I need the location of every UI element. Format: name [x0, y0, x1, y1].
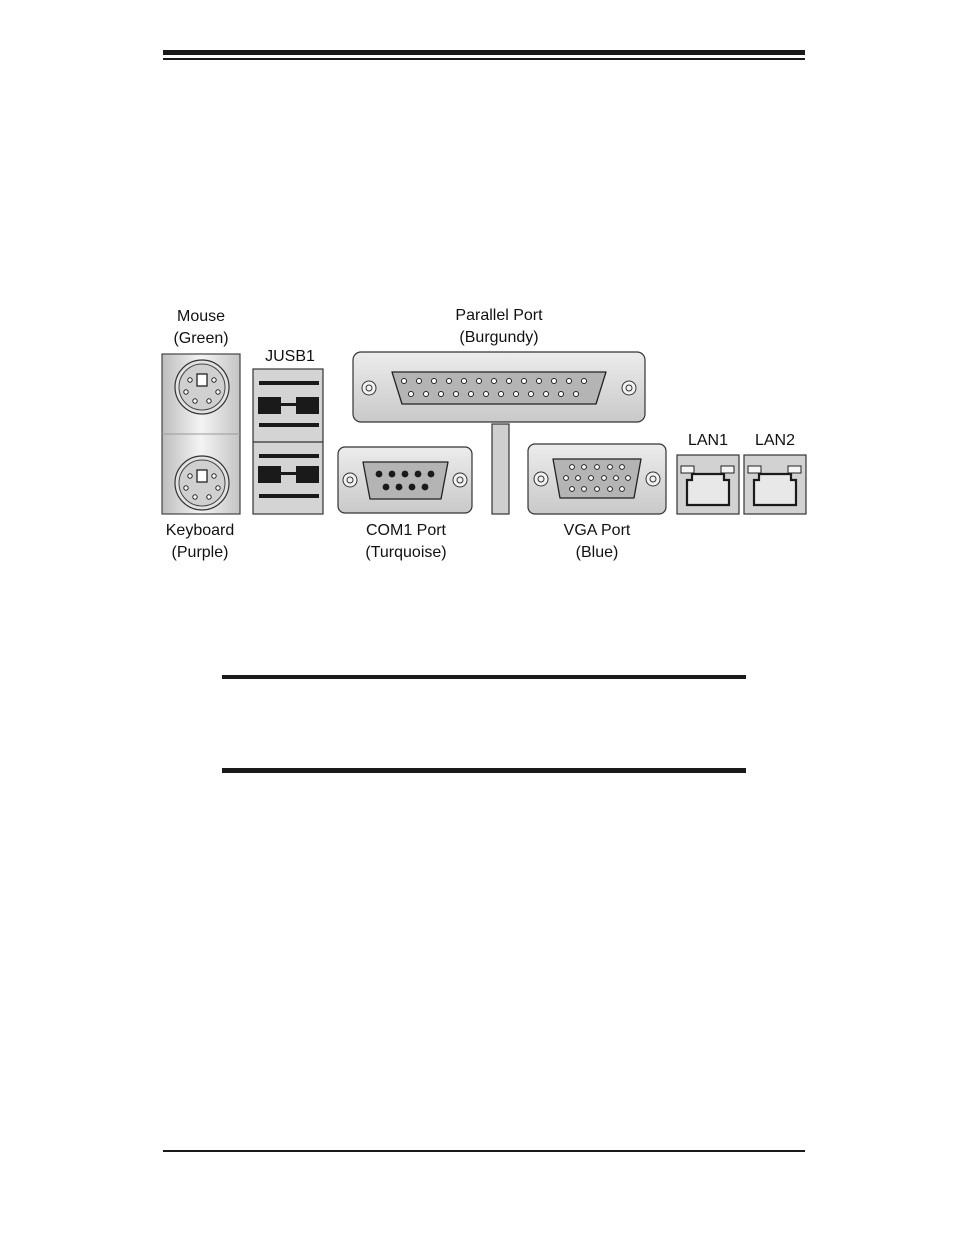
- keyboard-label-name: Keyboard: [165, 522, 235, 539]
- com1-label-name: COM1 Port: [365, 522, 446, 539]
- mouse-label-name: Mouse: [176, 308, 226, 325]
- vga-label-color: (Blue): [575, 544, 619, 561]
- lan1-label-name: LAN1: [687, 432, 729, 449]
- com1-label-color: (Turquoise): [365, 544, 447, 561]
- keyboard-port-icon: [175, 456, 229, 510]
- vga-label-name: VGA Port: [563, 522, 631, 539]
- lan2-label-name: LAN2: [754, 432, 796, 449]
- vga-label: [537, 520, 657, 564]
- parallel-label: [429, 305, 569, 349]
- lan2-label: [735, 430, 815, 452]
- mouse-label: [151, 306, 251, 350]
- keyboard-label-color: (Purple): [171, 544, 229, 561]
- mouse-label-color: (Green): [173, 330, 229, 347]
- parallel-label-color: (Burgundy): [459, 329, 539, 346]
- usb-port-icon: [253, 369, 323, 514]
- com1-label: [341, 520, 471, 564]
- panel-divider: [492, 424, 509, 514]
- usb-label: [240, 346, 340, 368]
- keyboard-label: [150, 520, 250, 564]
- vga-port-icon: [528, 444, 666, 514]
- caption-rule-top: [222, 675, 746, 679]
- com1-port-icon: [338, 447, 472, 513]
- parallel-port-icon: [353, 352, 645, 422]
- lan1-port-icon: [677, 455, 739, 514]
- caption-rule-bottom: [222, 768, 746, 773]
- usb-label-name: JUSB1: [265, 348, 315, 365]
- parallel-label-name: Parallel Port: [455, 307, 543, 324]
- mouse-port-icon: [175, 360, 229, 414]
- lan2-port-icon: [744, 455, 806, 514]
- footer-rule: [163, 1150, 805, 1152]
